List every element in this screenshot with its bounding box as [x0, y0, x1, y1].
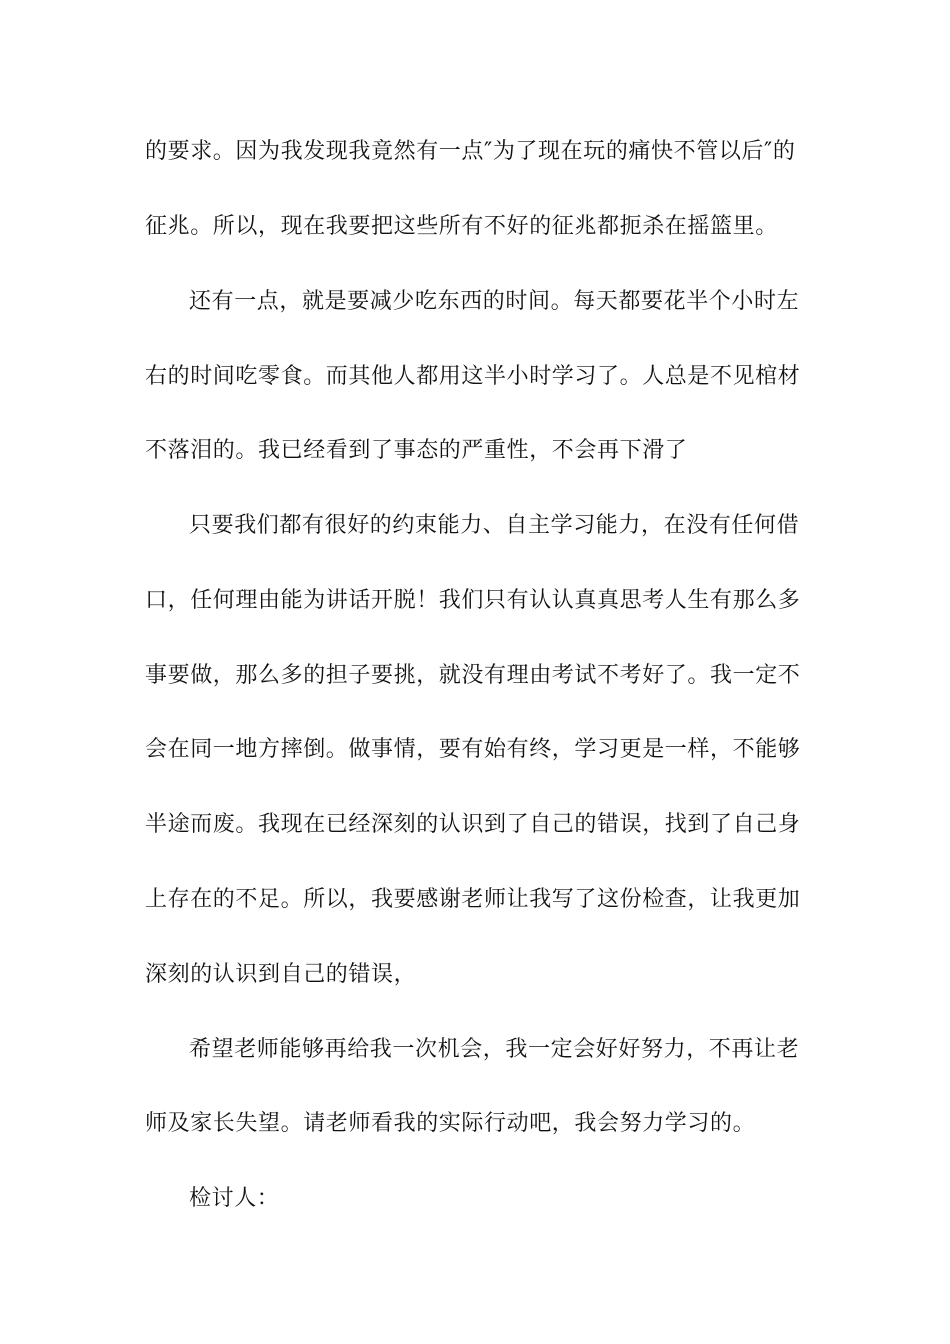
paragraph-line: 半途而废。我现在已经深刻的认识到了自己的错误，找到了自己身	[145, 812, 801, 837]
paragraph-line: 会在同一地方摔倒。做事情，要有始有终，学习更是一样，不能够	[145, 737, 801, 762]
paragraph-line: 深刻的认识到自己的错误，	[145, 962, 417, 987]
paragraph-line: 不落泪的。我已经看到了事态的严重性，不会再下滑了	[145, 438, 688, 463]
signature-label: 检讨人：	[189, 1186, 280, 1211]
paragraph-line: 师及家长失望。请老师看我的实际行动吧，我会努力学习的。	[145, 1111, 756, 1136]
paragraph-line: 事要做，那么多的担子要挑，就没有理由考试不考好了。我一定不	[145, 663, 801, 688]
paragraph-line: 口，任何理由能为讲话开脱！我们只有认认真真思考人生有那么多	[145, 588, 801, 613]
paragraph-line: 希望老师能够再给我一次机会，我一定会好好努力，不再让老	[189, 1037, 800, 1062]
paragraph-line: 还有一点，就是要减少吃东西的时间。每天都要花半个小时左	[189, 289, 800, 314]
paragraph-line: 右的时间吃零食。而其他人都用这半小时学习了。人总是不见棺材	[145, 364, 801, 389]
paragraph-line: 只要我们都有很好的约束能力、自主学习能力，在没有任何借	[189, 513, 800, 538]
paragraph-line: 上存在的不足。所以，我要感谢老师让我写了这份检查，让我更加	[145, 887, 801, 912]
paragraph-line: 征兆。所以，现在我要把这些所有不好的征兆都扼杀在摇篮里。	[145, 214, 778, 239]
paragraph-line: 的要求。因为我发现我竟然有一点″为了现在玩的痛快不管以后″的	[145, 139, 796, 164]
